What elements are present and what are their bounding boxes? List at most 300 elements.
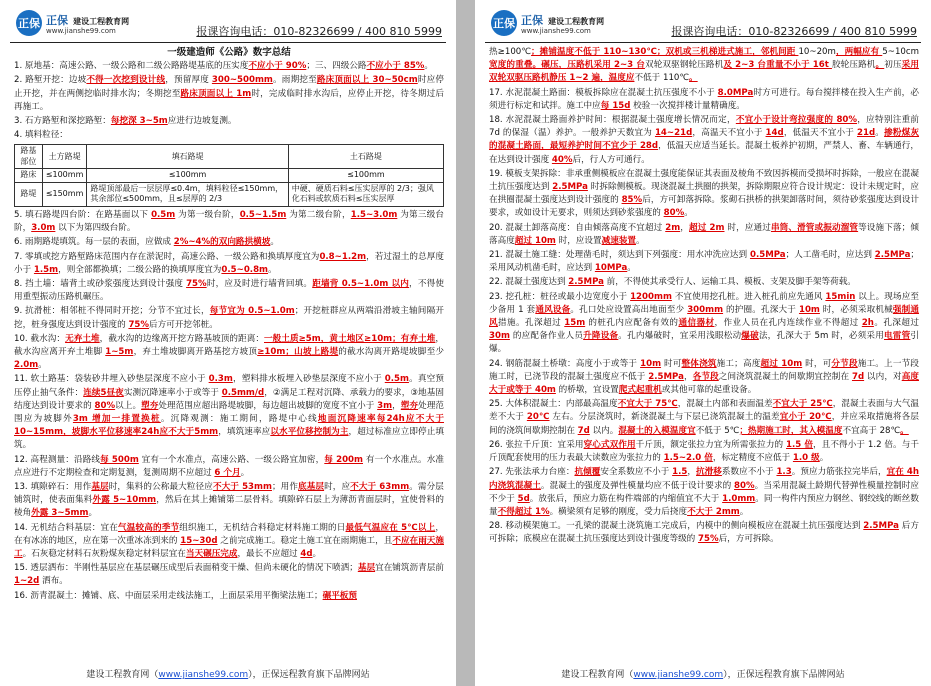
highlighted-value: 1.5 [672, 467, 688, 478]
highlighted-value: 串筒、滑管或振动溜管 [770, 222, 859, 233]
highlighted-value: 5d [517, 493, 530, 504]
text-segment: 7. 零填或挖方路堑路床范围内存在淤泥时，高速公路、一级公路和换填厚度宜为 [14, 251, 320, 262]
highlighted-value: 整体浇筑 [681, 358, 717, 369]
table-row [15, 182, 444, 206]
paragraph-15 [14, 562, 444, 588]
document-title: 一级建造师《公路》数字总结 [167, 47, 291, 58]
highlighted-value: 20℃ [526, 412, 550, 423]
text-segment: 24. 钢筋混凝土桥墩：高度小于或等于 [489, 358, 641, 369]
text-segment: 安全系数应不小于 [600, 467, 673, 478]
document-page-right [475, 0, 931, 686]
highlighted-value: 2h [861, 318, 874, 329]
paragraph-11 [14, 373, 444, 452]
paragraph-14 [14, 522, 444, 562]
highlighted-value: 外露 3~5mm [31, 508, 89, 519]
text-segment: ， [680, 222, 690, 233]
paragraph-27 [489, 466, 919, 519]
text-segment: 。孔口处应设置高出地面至少 [570, 304, 688, 315]
text-segment: 以下为第四级台阶。 [55, 223, 136, 234]
text-segment: 时，应通过 [724, 222, 771, 233]
highlighted-value: 通风设备 [535, 304, 571, 315]
text-segment: 27. 先张法承力台座： [489, 467, 575, 478]
highlighted-value: 不宜大于 25℃ [772, 399, 833, 410]
highlighted-value: 1.0 级 [792, 453, 820, 464]
logo-url: www.jianshe99.com [46, 26, 116, 35]
highlighted-value: 75% [128, 319, 150, 330]
table-cell: 路堤顶部最后一层层厚≤0.4m，填料粒径≤150mm，其余部位≤500mm，且≤层厚的 2/3 [87, 182, 288, 206]
highlighted-value: 减速装置 [601, 235, 636, 246]
highlighted-value: 300mm [687, 304, 724, 315]
text-segment: 时，集料的公称最大粒径应 [108, 481, 213, 492]
text-segment: 2. 路堑开挖：边坡 [14, 75, 87, 86]
document-page-left [0, 0, 456, 686]
text-segment: 10. 截水沟： [14, 333, 66, 344]
text-segment: 3. 石方路堑和深挖路堑： [14, 116, 111, 127]
highlighted-value: 85% [621, 195, 643, 206]
highlighted-value: 不宜大于 75℃ [617, 399, 678, 410]
text-segment: 。 [875, 128, 885, 139]
text-segment: 后，方可拆除。 [718, 534, 779, 545]
paragraph-19 [489, 168, 919, 221]
text-segment: 之前完成施工。稳定土施工宜在雨期施工，且 [217, 535, 393, 546]
highlighted-value: 宽度的重叠。碾压，压路机采用 2~3 台 [489, 60, 645, 71]
paragraph-12 [14, 454, 444, 480]
text-segment: 25. 大体积混凝土：内部最高温度 [489, 399, 618, 410]
highlighted-value: 4d [300, 549, 313, 559]
highlighted-value: 0.5MPa [749, 250, 786, 261]
text-segment: 8. 挡土墙：墙背土或砂浆强度达到设计强度 [14, 278, 187, 289]
highlighted-value: 2%~4%的双向路拱横坡 [173, 237, 271, 248]
text-segment: 。放张后，预应力筋在构件端部的内缩值宜不大于 [529, 493, 723, 504]
paragraph-4: 4. 填料粒径： [14, 130, 68, 141]
text-segment: ，应特别注重前 7d 的保湿（温）养护。一般养护天数宜为 [489, 115, 919, 139]
text-segment: ，最长不应超过 [237, 549, 301, 559]
text-segment: 。沉降观测：施工期间，路堤中心线 [160, 413, 318, 424]
text-segment: ；开挖桩群应从两端沿滑坡主轴间隔开挖，桩身强度达到设计强度的 [14, 306, 444, 330]
text-segment: 11. 软土路基：袋装砂井埋入砂垫层深度不应小于 [14, 374, 209, 385]
text-segment: 之间浇筑混凝土的间歇期宜控制在 [718, 371, 852, 382]
highlighted-value: 每节宜为 0.5~1.0m [209, 306, 295, 317]
text-segment: 12. 高程测量：沿路线 [14, 454, 101, 465]
text-segment: ， [392, 400, 401, 411]
text-segment: 。石灰稳定材料石灰粉煤灰稳定材料层宜在 [22, 549, 186, 559]
highlighted-value: 0.5~1.5m [239, 209, 287, 220]
highlighted-value: 一般土质≥5m，黄土地区≥10m；有弃土堆 [264, 333, 436, 344]
paragraph-26 [489, 439, 919, 465]
highlighted-value: 8.0MPa [717, 87, 754, 98]
highlighted-value: ≥10m；山坡上路堤 [257, 346, 339, 357]
paragraph-9 [14, 305, 444, 331]
paragraph-2 [14, 74, 444, 114]
paragraph-18 [489, 114, 919, 167]
table-row [15, 169, 444, 183]
text-segment: 宜在铺筑沥青层前 [375, 563, 444, 574]
text-segment: ，若过湿土的总厚度小于 [14, 251, 444, 275]
table-cell: 路堤 [15, 182, 43, 206]
highlighted-value: 地面沉降速率每24h应不大于10~15mm，坡脚水平位移速率24h应不大于5mm [14, 413, 444, 438]
table-cell: 中硬、硬质石料≤压实层厚的 2/3；强风化石料或软质石料≤压实层厚 [288, 182, 443, 206]
highlighted-value: www.jianshe99.com [633, 670, 724, 680]
text-segment: 双轮双驱钢轮压路机 [644, 60, 724, 71]
text-segment: 5. 填石路堤四台阶：在路基面以下 [14, 209, 152, 220]
text-segment: 为第二级台阶， [286, 209, 351, 220]
text-segment: ），正保远程教育旗下品牌网站 [248, 670, 370, 680]
highlighted-value: 1.5~2.0 倍 [663, 453, 713, 464]
text-segment: 26. 张拉千斤顶：宜采用 [489, 439, 584, 450]
highlighted-value: 2.5MPa [552, 182, 588, 193]
text-segment: 不低于 110℃ [634, 73, 690, 84]
text-segment: 18. 水泥混凝土路面养护时间：根据混凝土强度增长情况而定， [489, 115, 736, 126]
table-cell: ≤150mm [42, 182, 87, 206]
paragraph-10 [14, 333, 444, 373]
page-footer [475, 667, 931, 680]
highlighted-value: 300~500mm [211, 75, 273, 86]
highlighted-value: 每 500m [100, 454, 139, 465]
text-segment: 施工。上一节段施工时，已浇节段的混凝土强度应不低于 [489, 358, 919, 382]
highlighted-value: 最低气温应在 5℃以上 [345, 522, 436, 533]
text-segment: ，截水沟的边缘离开挖方路基坡顶的距离： [99, 333, 264, 344]
table-cell: 路床 [15, 169, 43, 183]
text-segment: 15. 透层洒布：半刚性基层应在基层碾压成型后表面稍变干燥、但尚未硬化的情况下喷洒； [14, 563, 358, 574]
highlighted-value: 通信器材 [678, 318, 715, 329]
highlighted-value: 75% [186, 278, 207, 289]
logo-icon: 正保 [491, 10, 517, 36]
text-segment: 。当采用混凝土龄期代替弹性模量控制时应不少于 [489, 480, 919, 504]
highlighted-value: 路床顶面以上 30~50cm [316, 75, 418, 86]
highlighted-value: 0.3m [208, 374, 233, 385]
text-segment: 。 [627, 263, 636, 274]
highlighted-value: 80% [663, 208, 685, 219]
text-segment: 后，行人方可通行。 [572, 154, 650, 165]
text-segment: ，混凝土表面与大气温差不大于 [489, 399, 919, 423]
highlighted-value: 1200mm [630, 291, 672, 302]
text-segment: 的截水沟离开路堤坡脚至少 [338, 346, 444, 357]
text-segment: ，低温天应适当延长。混凝土板养护初期，严禁人、畜、车辆通行，在达到设计强度 [489, 141, 919, 165]
paragraph-16-cont [489, 46, 919, 86]
text-segment: 5~10cm [882, 47, 919, 57]
text-segment: 施工；高度 [716, 358, 761, 369]
page-body [489, 46, 919, 548]
highlighted-value: 及 2~3 台重量不小于 16t [723, 60, 832, 71]
highlighted-value: 0.5m [384, 374, 409, 385]
text-segment: ， [687, 467, 697, 478]
text-segment: 。 [240, 467, 250, 478]
text-segment: ，②满足工程对沉降、承载力的要求，③地基固结度达到设计要求的 [14, 387, 444, 411]
text-segment: ，作业人员在孔内连续作业不得超过 [714, 318, 862, 329]
highlighted-value: 混凝土的入模温度宜 [618, 425, 696, 436]
highlighted-value: 15~30d [180, 535, 218, 546]
text-segment: 的护圈。孔深大于 [723, 304, 799, 315]
text-segment: 以上。 [115, 400, 142, 411]
text-segment: 。 [88, 508, 98, 519]
text-segment: 为第三级台阶， [14, 209, 445, 234]
text-segment: 23. 挖孔桩：桩径或最小边宽度小于 [489, 291, 631, 302]
paragraph-16 [14, 590, 444, 603]
highlighted-value: 宜在 4h 内浇筑混凝土 [489, 467, 919, 491]
text-segment: ，低温天不宜小于 [783, 128, 857, 139]
text-segment: ，高温天不宜小于 [692, 128, 766, 139]
paragraph-28 [489, 520, 919, 546]
highlighted-value: 1.0mm [722, 493, 756, 504]
highlighted-value: 超过 10m [514, 235, 556, 246]
table-header: 土方路堤 [42, 145, 87, 169]
paragraph-3 [14, 115, 444, 128]
text-segment: 宜有一个水准点，高速公路、一级公路宜加密， [138, 454, 325, 465]
highlighted-value: 。 [875, 60, 885, 71]
text-segment: ，塑料排水板埋入砂垫层深度不应小于 [232, 374, 385, 385]
highlighted-value: 6 个月 [214, 467, 241, 478]
text-segment: 为第一级台阶， [175, 209, 240, 220]
text-segment: 以内。 [589, 425, 619, 436]
text-segment: 建设工程教育网（ [86, 670, 159, 680]
paragraph-6 [14, 236, 444, 249]
highlighted-value: 抗滑移 [696, 467, 722, 478]
paragraph-25 [489, 398, 919, 438]
text-segment: 时方可进行。每台搅拌楼在投入生产前，必须进行标定和试拌。施工中应 [489, 87, 919, 111]
text-segment: 校验一次搅拌楼计量精确度。 [630, 100, 745, 111]
phone-contact: 报课咨询电话：010-82326699 / 400 810 5999 [196, 25, 442, 38]
text-segment: ，标定精度不应低于 [712, 453, 793, 464]
text-segment: 或其他可靠的起重设备。 [661, 385, 757, 396]
text-segment: 等设施下落；倾落高度 [489, 222, 919, 246]
text-segment: 后，方可卸落拆除。浆砌石拱桥的拱架卸落时间，须待砂浆强度达到设计要求，或如设计无要求，则须达到砂浆强度的 [489, 195, 919, 219]
highlighted-value: 80% [734, 480, 755, 491]
highlighted-value: 路床顶面以上 1m [180, 88, 252, 99]
highlighted-value: 2.5MPa [568, 277, 604, 288]
text-segment: 20. 混凝土卸落高度：自由倾落高度不宜超过 [489, 222, 666, 233]
highlighted-value: 采用双轮双驱压路机静压 1~2 遍，温度应 [489, 60, 919, 84]
text-segment: ，然后在其上摊铺第二层骨料。填隙碎石层上为薄沥青面层时，宜使骨料的棱角 [14, 495, 444, 519]
table-cell: ≤100mm [42, 169, 87, 183]
highlighted-value: www.jianshe99.com [158, 670, 249, 680]
highlighted-value: 穿心式双作用 [583, 439, 636, 450]
highlighted-value: 14~21d [654, 128, 693, 139]
highlighted-value: 超过 10m [760, 358, 803, 369]
highlighted-value: 电雷管 [884, 331, 911, 342]
highlighted-value: 分节段 [831, 358, 858, 369]
text-segment: 时，完成临时排水沟后，应停止开挖，待冬期过后再施工。 [14, 88, 444, 112]
text-segment: ，则全部都换填；二级公路的换填厚度宜为 [58, 264, 222, 275]
highlighted-value: 。 [689, 73, 698, 84]
highlighted-value: 0.8~1.2m [319, 251, 367, 262]
text-segment: 初压 [884, 60, 902, 71]
highlighted-value: 1.5 倍 [786, 439, 813, 450]
highlighted-value: 2.5MPa [874, 250, 911, 261]
text-segment: 法，孔深大于 5m 时，必须采用 [758, 331, 884, 342]
text-segment: ，超过标准应立即停止填筑。 [14, 427, 444, 451]
text-segment: 时，应 [324, 481, 351, 492]
text-segment: ，在有冰冻的地区，应在第一次重冰冻到来的 [14, 522, 444, 546]
highlighted-value: 0.5~0.8m [221, 264, 269, 275]
table-cell: ≤100mm [87, 169, 288, 183]
text-segment: ），正保远程教育旗下品牌网站 [723, 670, 845, 680]
text-segment: 14. 无机结合料基层：宜在 [14, 522, 119, 533]
highlighted-value: 不应小于 90% [248, 61, 307, 72]
text-segment: 。 [270, 237, 279, 248]
text-segment: 。 [424, 61, 434, 72]
highlighted-value: 2.5MPa [648, 371, 684, 382]
highlighted-value: 碾平板预 [322, 590, 357, 601]
logo-icon: 正保 [16, 10, 42, 36]
text-segment: 17. 水泥混凝土路面：模板拆除应在混凝土抗压强度不小于 [489, 87, 718, 98]
highlighted-value: 10m [798, 304, 820, 315]
highlighted-value: 每 15d [600, 100, 631, 111]
text-segment: 不低于 5℃ [695, 425, 740, 436]
logo-name: 正保 [46, 14, 68, 28]
text-segment: 左右。分层浇筑时，新浇混凝土与下层已浇筑混凝土的温差 [549, 412, 780, 423]
brand-logo [16, 10, 129, 36]
text-segment: 21. 混凝土施工缝：处理凿毛时，须达到下列强度：用水冲洗应达到 [489, 250, 750, 261]
text-segment: 。同一构件内预应力钢丝、钢绞线的断丝数量 [489, 493, 919, 517]
highlighted-value: 0.5m [151, 209, 176, 220]
paragraph-24 [489, 358, 919, 398]
text-segment: 千斤顶，额定张拉力宜为所需张拉力的 [635, 439, 787, 450]
highlighted-value: 每挖深 3~5m [110, 116, 168, 127]
text-segment: 22. 混凝土强度达到 [489, 277, 569, 288]
text-segment: 时应停止开挖，并在两侧挖临时排水沟；冬期挖至 [14, 75, 444, 99]
table-header: 路基部位 [15, 145, 43, 169]
text-segment: 组织施工，无机结合料稳定材料施工期的日 [179, 522, 346, 533]
highlighted-value: 塑夯 [400, 400, 419, 411]
text-segment: 的桥墩，宜设置 [555, 385, 619, 396]
highlighted-value: 15m [564, 318, 586, 329]
text-segment: 胶轮压路机 [831, 60, 876, 71]
highlighted-value: 7d [577, 425, 590, 436]
paragraph-21 [489, 249, 919, 275]
highlighted-value: 40% [551, 154, 573, 165]
highlighted-value: 不应在雨天施工 [14, 535, 444, 559]
highlighted-value: 15min [825, 291, 856, 302]
highlighted-value: 底基层 [298, 481, 325, 492]
text-segment: ，弃土堆坡脚离开路基挖方坡顶 [133, 346, 258, 357]
text-segment: ；采用风动机凿毛时，应达到 [489, 250, 920, 274]
highlighted-value: 不得超过 1% [497, 506, 550, 517]
paragraph-23 [489, 291, 919, 357]
highlighted-value: ；热期施工时，其入模温度 [739, 425, 843, 436]
paragraph-8 [14, 278, 444, 304]
highlighted-value: 30m [489, 331, 510, 342]
highlighted-value: 75% [697, 534, 719, 545]
highlighted-value: 10m [640, 358, 662, 369]
table-header: 填石路堤 [87, 145, 288, 169]
highlighted-value: 3m [377, 400, 393, 411]
text-segment: 6. 雨期路堤填筑。每一层的表面，应做成 [14, 237, 174, 248]
text-segment: 处理范围应超出路堤坡脚，每边超出坡脚的宽度不宜小于 [158, 400, 378, 411]
highlighted-value: 14d [765, 128, 784, 139]
highlighted-value: 0.5mm/d [221, 387, 265, 398]
text-segment: 系数应不小于 [721, 467, 777, 478]
text-segment: 时拆除侧模板。现浇混凝土拱圈的拱架，拆除期限应符合设计规定：设计未规定时，应在拱圈混凝土强度达到设计强度的 [489, 182, 919, 206]
highlighted-value: 1.5~3.0m [350, 209, 398, 220]
text-segment: 19. 模板支架拆除：非承重侧模板应在混凝土强度能保证其表面及棱角不致因拆模而受损坏时拆除，一般应在混凝土抗压强度达到 [489, 168, 919, 193]
paragraph-5 [14, 209, 444, 235]
brand-logo [491, 10, 604, 36]
highlighted-value: 1~2d [14, 576, 40, 587]
page-header [485, 4, 921, 43]
page-footer [0, 667, 456, 680]
text-segment: 28. 移动模架施工。一孔梁的混凝土浇筑施工完成后，内模中的侧向模板应在混凝土抗压强度达到 [489, 521, 864, 532]
text-segment: 时可 [661, 358, 682, 369]
phone-contact: 报课咨询电话：010-82326699 / 400 810 5999 [671, 25, 917, 38]
text-segment: 时，必须采取机械 [819, 304, 893, 315]
text-segment: 。孔内爆破时，宜采用浅眼松动 [618, 331, 742, 342]
highlighted-value: 升降设备 [583, 331, 619, 342]
text-segment: 的桩孔内应配备有效的 [585, 318, 679, 329]
text-segment: ；三、四级公路 [306, 61, 367, 72]
text-segment: 以上。现场应至少备用 1 套 [489, 291, 919, 315]
text-segment: 热≥100℃ [489, 47, 532, 57]
text-segment: ， [683, 371, 693, 382]
text-segment: 。横梁须有足够的刚度，受力后挠度 [549, 506, 688, 517]
text-segment: 9. 抗滑桩：相邻桩不得同时开挖；分节不宜过长， [14, 306, 210, 317]
table-cell: ≤100mm [288, 169, 443, 183]
highlighted-value: 不得一次挖到设计线 [86, 75, 166, 86]
highlighted-value: 2.0m [14, 360, 39, 371]
text-segment: 1. 原地基：高速公路、一级公路和二级公路路堤基底的压实度 [14, 61, 249, 72]
text-segment: 处理范围应为坡脚外 [14, 400, 444, 424]
text-segment: 前，不得使其承受行人、运输工具、模板、支架及脚手架等荷载。 [603, 277, 856, 288]
highlighted-value: 气温较高的季节 [118, 522, 180, 533]
text-segment: 引爆。 [489, 331, 919, 355]
text-segment: ，并应采取措施将各层间的浇筑间歇期控制在 [489, 412, 920, 436]
highlighted-value: 不大于 53mm [212, 481, 272, 492]
text-segment: 时，应及时进行墙背回填。 [206, 278, 313, 289]
text-segment: 不宜使用挖孔桩。进入桩孔前应先通风 [671, 291, 826, 302]
highlighted-value: 1~5m [105, 346, 134, 357]
highlighted-value: 连续5昼夜 [83, 387, 124, 398]
text-segment: ，混凝土内部和表面温差 [677, 399, 773, 410]
highlighted-value: 不宜小于设计弯拉强度的 80% [735, 115, 858, 126]
text-segment: 。孔深超过 [873, 318, 919, 329]
table-header: 土石路堤 [288, 145, 443, 169]
highlighted-value: 1.5m [33, 264, 59, 275]
highlighted-value: 2.5MPa [863, 521, 899, 532]
text-segment: ，填筑速率应 [218, 427, 271, 438]
text-segment: 应进行边坡复测。 [167, 116, 237, 127]
highlighted-value: 每 200m [324, 454, 363, 465]
text-segment: ，预留厚度 [165, 75, 212, 86]
highlighted-value: 基层 [91, 481, 109, 492]
highlighted-value: 不大于 63mm [350, 481, 410, 492]
highlighted-value: 强制通风 [489, 304, 920, 329]
text-segment: 。 [38, 360, 47, 371]
text-segment: 的应配备作业人员 [509, 331, 584, 342]
text-segment: 。需分层铺筑时，使表面集料 [14, 481, 444, 506]
text-segment: 。 [312, 549, 322, 559]
text-segment: 。 [739, 506, 749, 517]
text-segment: ，截水沟应离开弃土堆脚 [14, 333, 444, 357]
text-segment: 。混凝土的强度及弹性模量均应不低于设计要求的 [540, 480, 735, 491]
highlighted-value: 21d [856, 128, 876, 139]
text-segment: 建设工程教育网（ [561, 670, 634, 680]
text-segment: 不宜高于 28℃ [842, 425, 901, 436]
text-segment: 以内，对 [864, 371, 902, 382]
fill-size-table [14, 144, 444, 207]
highlighted-value: 外露 5~10mm [92, 495, 157, 506]
text-segment: 。雨期挖至 [272, 75, 317, 86]
text-segment: 时，可 [802, 358, 832, 369]
highlighted-value: 3.0m [31, 223, 56, 234]
highlighted-value: 不大于 2mm [687, 506, 740, 517]
highlighted-value: 2m [665, 222, 681, 233]
highlighted-value: 各节段 [692, 371, 719, 382]
page-header [10, 4, 446, 43]
highlighted-value: 塑夯 [141, 400, 159, 411]
highlighted-value: 掺粉煤灰的混凝土路面，最短养护时间不宜少于 28d [489, 128, 920, 152]
highlighted-value: 无弃土堆 [65, 333, 100, 344]
highlighted-value: 基层 [357, 563, 376, 574]
highlighted-value: 距墙背 0.5~1.0m 以内 [312, 278, 410, 289]
